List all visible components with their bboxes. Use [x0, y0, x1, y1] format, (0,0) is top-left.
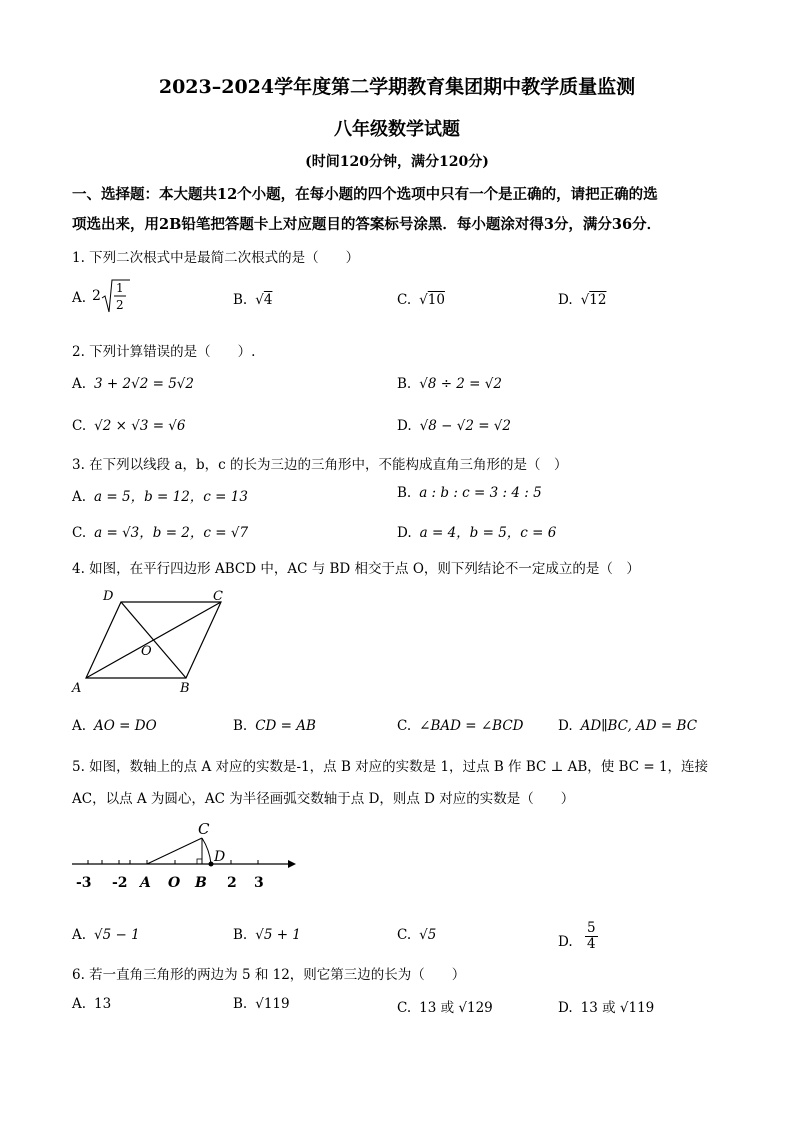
q6-option-a [72, 996, 111, 1012]
q3-option-c-text: a = √3，b = 2，c = √7 [94, 525, 249, 541]
q1-a-coef: 2 [92, 288, 101, 304]
q3-option-a [72, 485, 248, 505]
q2-option-a-text: 3 + 2√2 = 5√2 [94, 376, 194, 392]
q6-option-d-text: 13 或 √119 [580, 1000, 655, 1016]
q4-option-a [72, 718, 157, 734]
q4-option-b [233, 718, 316, 734]
arrow-head-icon [288, 860, 296, 868]
exam-title: 2023–2024学年度第二学期教育集团期中教学质量监测 [158, 76, 636, 98]
q5-option-b-text: √5 + 1 [255, 927, 301, 943]
q4-option-b-label: B. [233, 718, 248, 734]
q4-option-d-label: D. [558, 718, 573, 734]
q4-option-c [397, 718, 523, 734]
q1-option-d: D. √12 [558, 292, 607, 308]
q3-option-b-text: a : b : c = 3 : 4 : 5 [419, 485, 542, 501]
q6-option-a-text: 13 [94, 996, 112, 1012]
q6-option-b-label: B. [233, 996, 248, 1012]
q2-option-c [72, 418, 186, 434]
q3-stem: 3. 在下列以线段 a，b，c 的长为三边的三角形中，不能构成直角三角形的是（ ） [72, 457, 568, 473]
q5-stem-line2: AC，以点 A 为圆心，AC 为半径画弧交数轴于点 D，则点 D 对应的实数是（ ） [72, 791, 575, 807]
q3-option-c [72, 521, 248, 541]
q1-b-radicand: 4 [263, 292, 273, 308]
section-instructions-line1: 一、选择题：本大题共12个小题，在每小题的四个选项中只有一个是正确的，请把正确的选 [72, 186, 658, 203]
vertex-label-c: C [213, 589, 223, 604]
q2-option-b-text: √8 ÷ 2 = √2 [419, 376, 502, 392]
q1-option-c-label: C. [397, 292, 412, 308]
number-line-figure [66, 818, 296, 896]
q1-option-b: B. √4 [233, 292, 273, 308]
q5-option-c [397, 927, 436, 943]
q5-d-den: 4 [586, 936, 596, 952]
q3-option-a-label: A. [72, 489, 87, 505]
q5-stem-line1: 5. 如图，数轴上的点 A 对应的实数是-1，点 B 对应的实数是 1，过点 B 作 BC ⊥ AB，使 BC = 1，连接 [72, 759, 709, 775]
point-label-o: O [141, 644, 152, 659]
q1-stem: 1. 下列二次根式中是最简二次根式的是（ ） [72, 250, 360, 266]
point-label-d: D [214, 849, 226, 865]
q1-option-a-math [92, 276, 132, 316]
q1-option-b-label: B. [233, 292, 248, 308]
tick-label-3: 3 [254, 875, 264, 891]
q1-a-den: 2 [116, 298, 124, 312]
q5-option-a-text: √5 − 1 [94, 927, 140, 943]
q4-option-b-text: CD = AB [255, 718, 316, 734]
q4-option-a-label: A. [72, 718, 87, 734]
q4-option-d-text: AD∥BC, AD = BC [580, 718, 698, 734]
q2-option-d-label: D. [397, 418, 412, 434]
q6-option-b-text: √119 [255, 996, 290, 1012]
q1-option-a [72, 281, 124, 312]
q3-option-d [397, 521, 556, 541]
q5-option-c-label: C. [397, 927, 412, 943]
section-instructions-line2: 项选出来，用2B铅笔把答题卡上对应题目的答案标号涂黑．每小题涂对得3分，满分36分． [72, 216, 662, 233]
vertex-label-b: B [180, 681, 190, 696]
q1-option-a-label: A. [72, 290, 87, 306]
q1-c-radicand: 10 [427, 292, 445, 308]
tick-label-b: B [195, 875, 207, 891]
q5-option-b-label: B. [233, 927, 248, 943]
q5-option-d [558, 920, 598, 958]
q5-option-c-text: √5 [419, 927, 437, 943]
q4-option-c-label: C. [397, 718, 412, 734]
q2-option-d [397, 418, 511, 434]
right-angle-mark [197, 859, 202, 864]
q6-option-d [558, 996, 654, 1016]
q2-option-a-label: A. [72, 376, 87, 392]
q5-d-num: 5 [586, 920, 596, 936]
q2-option-a [72, 376, 194, 392]
exam-subtitle: 八年级数学试题 [334, 119, 460, 140]
q5-option-d-fraction [585, 921, 598, 952]
tick-label-minus3: -3 [76, 875, 92, 891]
q3-option-a-text: a = 5，b = 12，c = 13 [94, 489, 248, 505]
vertex-label-a: A [72, 681, 82, 696]
diagonal-bd [121, 602, 186, 678]
q3-option-d-text: a = 4，b = 5，c = 6 [419, 525, 557, 541]
arc-cd [202, 838, 211, 864]
q2-option-d-text: √8 − √2 = √2 [419, 418, 512, 434]
q5-option-a-label: A. [72, 927, 87, 943]
q5-option-d-label: D. [558, 934, 573, 950]
q6-option-c-label: C. [397, 1000, 412, 1016]
q4-stem: 4. 如图，在平行四边形 ABCD 中，AC 与 BD 相交于点 O，则下列结论不一定成立的是（ ） [72, 561, 640, 577]
point-label-c: C [198, 820, 210, 838]
tick-label-a: A [140, 875, 151, 891]
q6-option-a-label: A. [72, 996, 87, 1012]
q6-option-c-text: 13 或 √129 [419, 1000, 493, 1016]
q3-option-b-label: B. [397, 485, 412, 501]
q4-option-c-text: ∠BAD = ∠BCD [419, 718, 524, 734]
q1-option-d-label: D. [558, 292, 573, 308]
exam-info: (时间120分钟，满分120分) [305, 154, 489, 170]
vertex-label-d: D [103, 589, 114, 604]
q1-option-c: C. √10 [397, 292, 445, 308]
q2-option-b-label: B. [397, 376, 412, 392]
q3-option-c-label: C. [72, 525, 87, 541]
parallelogram-figure [66, 586, 246, 698]
q2-stem: 2. 下列计算错误的是（ ）. [72, 344, 256, 360]
q1-d-radicand: 12 [589, 292, 607, 308]
q2-option-c-text: √2 × √3 = √6 [94, 418, 186, 434]
q2-option-b [397, 376, 502, 392]
q4-option-a-text: AO = DO [94, 718, 157, 734]
q1-a-num: 1 [116, 281, 124, 295]
q3-option-b [397, 485, 542, 501]
tick-label-o: O [168, 875, 181, 891]
q5-option-b [233, 927, 301, 943]
point-d [209, 862, 214, 867]
q6-option-c [397, 996, 493, 1016]
q6-option-d-label: D. [558, 1000, 573, 1016]
q4-option-d [558, 718, 697, 734]
q2-option-c-label: C. [72, 418, 87, 434]
tick-label-2: 2 [227, 875, 237, 891]
q6-option-b [233, 996, 290, 1012]
tick-label-minus2: -2 [112, 875, 128, 891]
q5-option-a [72, 927, 140, 943]
q6-stem: 6. 若一直角三角形的两边为 5 和 12，则它第三边的长为（ ） [72, 967, 466, 983]
q3-option-d-label: D. [397, 525, 412, 541]
